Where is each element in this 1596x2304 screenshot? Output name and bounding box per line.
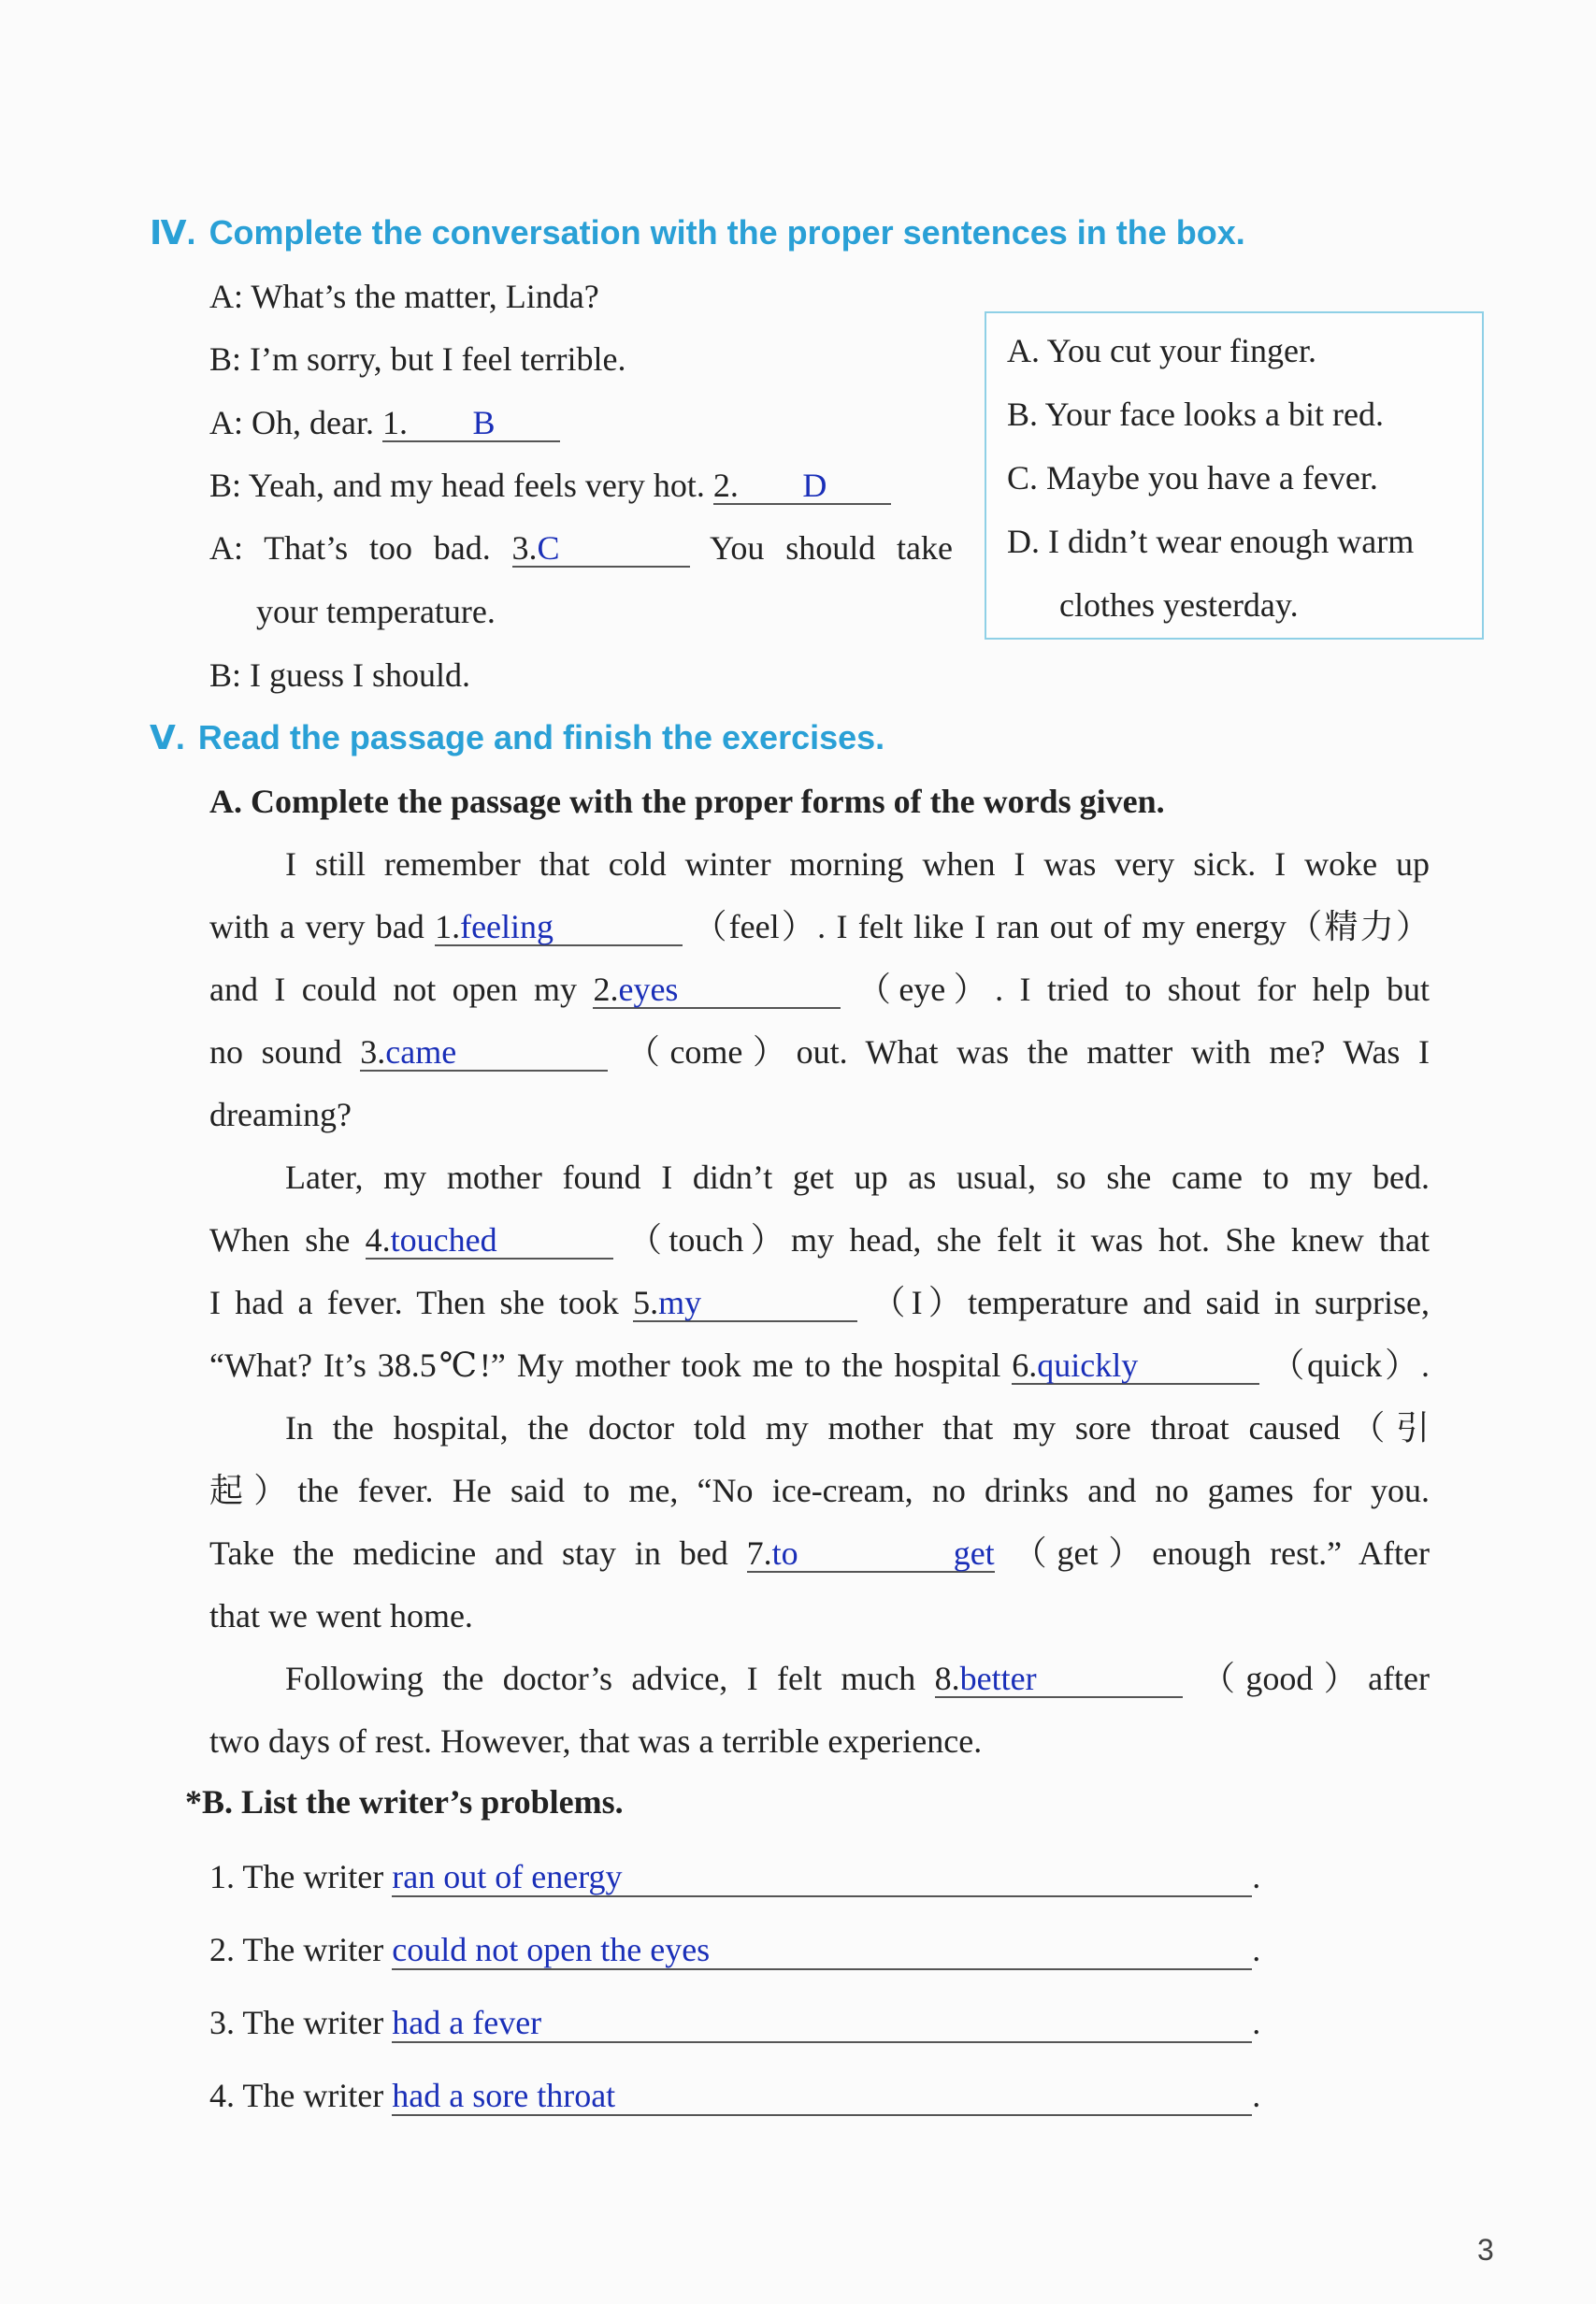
p2-line-4: “What? It’s 38.5℃!” My mother took me to the hospital 6. quickly （quick）. — [209, 1346, 1430, 1384]
blank-2[interactable]: 2. D — [713, 468, 891, 505]
option-c: C. Maybe you have a fever. — [1007, 459, 1378, 497]
problem-item-3: 3. The writer had a fever . — [209, 2004, 1261, 2041]
p2-line-1: Later, my mother found I didn’t get up as usual, so she came to my bed. — [285, 1159, 1430, 1196]
problem-item-1: 1. The writer ran out of energy . — [209, 1858, 1261, 1895]
p4-line-1: Following the doctor’s advice, I felt much 8. better （good）after — [285, 1660, 1431, 1697]
blank-p4[interactable]: 4. touched — [366, 1222, 613, 1260]
dialog-line-5: A: That’s too bad. 3. C You should take — [209, 529, 954, 567]
dialog-line-4: B: Yeah, and my head feels very hot. 2. D — [209, 465, 891, 506]
problem-item-2: 2. The writer could not open the eyes . — [209, 1931, 1261, 1968]
blank-1[interactable]: 1. B — [382, 405, 560, 442]
blank-p3[interactable]: 3. came — [360, 1034, 608, 1072]
optional-star: * — [185, 1783, 202, 1821]
p1-line-4: no sound 3. came （come）out. What was the matter with me? Was I — [209, 1033, 1431, 1071]
option-a: A. You cut your finger. — [1007, 332, 1316, 369]
section-4-title: Complete the conversation with the proper sentences in the box. — [208, 213, 1245, 252]
p3-line-1: In the hospital, the doctor told my mother that my sore throat caused（引 — [285, 1409, 1431, 1447]
dialog-line-1: A: What’s the matter, Linda? — [209, 278, 599, 315]
dialog-line-6: your temperature. — [256, 593, 496, 630]
p2-line-3: I had a fever. Then she took 5. my （I）temperature and said in surprise, — [209, 1284, 1431, 1321]
blank-p6[interactable]: 6. quickly — [1012, 1347, 1259, 1385]
dialog-line-7: B: I guess I should. — [209, 656, 470, 694]
problem-item-4: 4. The writer had a sore throat . — [209, 2077, 1261, 2114]
p3-line-4: that we went home. — [209, 1597, 473, 1634]
p3-line-3: Take the medicine and stay in bed 7. to get （get）enough rest.” After — [209, 1534, 1431, 1572]
blank-p5[interactable]: 5. my — [633, 1285, 857, 1322]
option-d-cont: clothes yesterday. — [1059, 586, 1299, 624]
p1-line-2: with a very bad 1. feeling （feel）. I felt like I ran out of my energy（精力） — [209, 908, 1431, 945]
options-box — [985, 311, 1484, 640]
page-number: 3 — [1477, 2233, 1494, 2267]
section-5-number: Ⅴ. — [150, 718, 185, 756]
section-4-heading — [150, 213, 1245, 252]
section-4-number: Ⅳ. — [150, 213, 196, 252]
blank-3[interactable]: 3. C — [512, 530, 690, 568]
blank-p1[interactable]: 1. feeling — [435, 909, 683, 946]
part-b-title: *B. List the writer’s problems. — [185, 1783, 624, 1821]
part-a-title: A. Complete the passage with the proper forms of the words given. — [209, 783, 1165, 820]
p1-line-1: I still remember that cold winter morning when I was very sick. I woke up — [285, 845, 1430, 883]
dialog-line-3: A: Oh, dear. 1. B — [209, 402, 560, 443]
blank-p2[interactable]: 2. eyes — [593, 972, 841, 1009]
blank-p8[interactable]: 8. better — [935, 1661, 1183, 1698]
p4-line-2: two days of rest. However, that was a terrible experience. — [209, 1722, 983, 1760]
section-5-heading — [150, 718, 884, 757]
problem-answer-1[interactable]: ran out of energy — [392, 1858, 1252, 1897]
option-b: B. Your face looks a bit red. — [1007, 396, 1384, 433]
problem-answer-2[interactable]: could not open the eyes — [392, 1931, 1252, 1970]
problem-answer-3[interactable]: had a fever — [392, 2004, 1252, 2043]
p1-line-5: dreaming? — [209, 1096, 352, 1133]
blank-p7[interactable]: 7. to get — [746, 1534, 995, 1572]
p3-line-2: 起）the fever. He said to me, “No ice-cream, no drinks and no games for you. — [209, 1472, 1430, 1509]
problem-answer-4[interactable]: had a sore throat — [392, 2077, 1252, 2116]
p2-line-2: When she 4. touched （touch）my head, she felt it was hot. She knew that — [209, 1221, 1431, 1259]
section-5-title: Read the passage and finish the exercises. — [197, 718, 885, 756]
p1-line-3: and I could not open my 2. eyes （eye）. I tried to shout for help but — [209, 971, 1430, 1008]
option-d: D. I didn’t wear enough warm — [1007, 523, 1415, 560]
dialog-line-2: B: I’m sorry, but I feel terrible. — [209, 340, 626, 378]
